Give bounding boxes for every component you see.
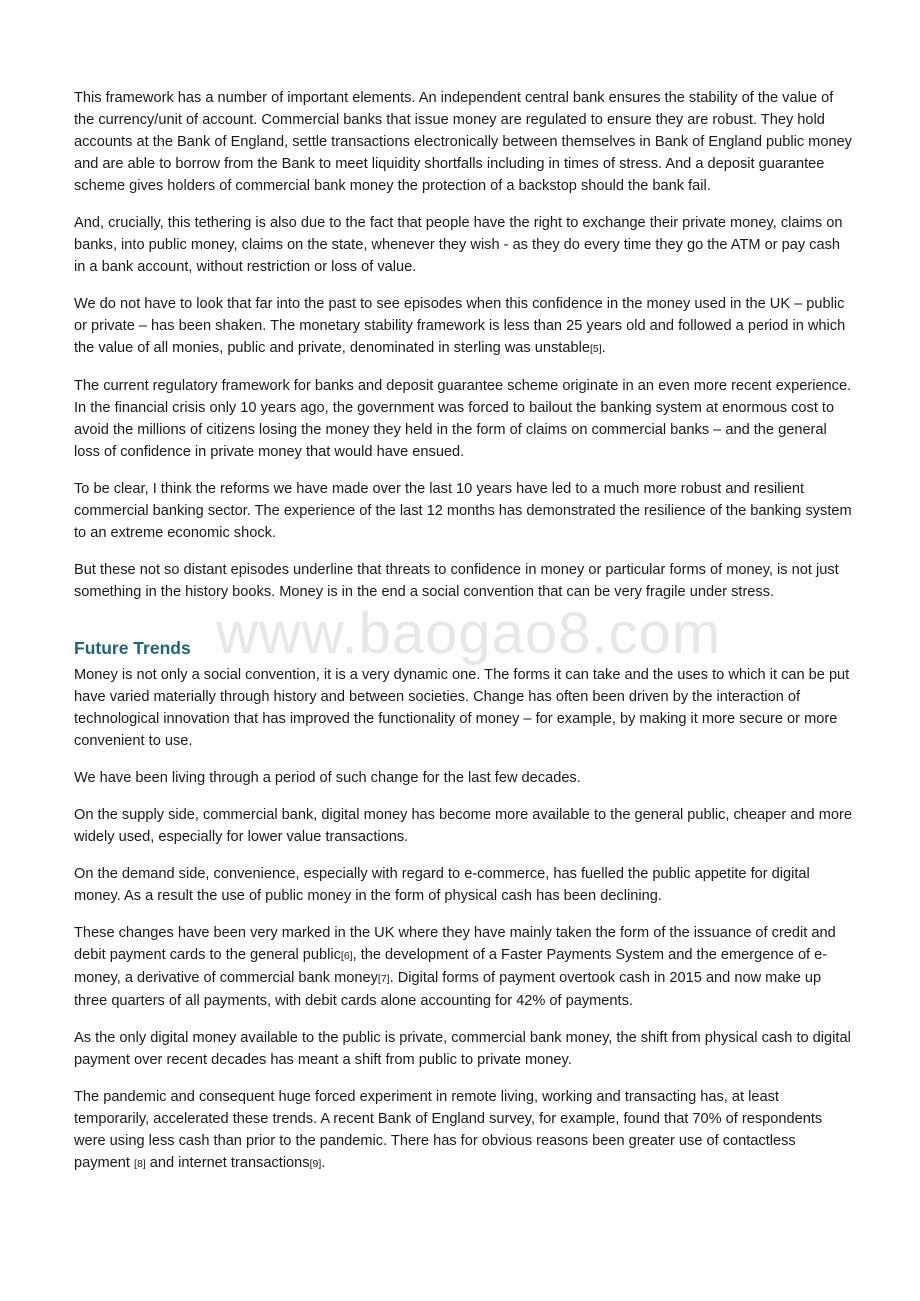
paragraph bbox=[74, 293, 852, 360]
paragraph-text: We do not have to look that far into the past to see episodes when this confidence in the money used in the UK – public or private – has been shaken. The monetary stability framework is less than 25 years old and followed a period in which the value of all monies, public and private, denominated in sterling was unstable bbox=[74, 296, 846, 356]
paragraph-text: And, crucially, this tethering is also due to the fact that people have the right to exchange their private money, claims on banks, into public money, claims on the state, whenever they wish - as they do every time they go the ATM or pay cash in a bank account, without restriction or loss of value. bbox=[74, 215, 843, 275]
paragraph bbox=[74, 767, 852, 789]
section-heading: Future Trends bbox=[74, 638, 191, 658]
paragraph bbox=[74, 559, 852, 603]
paragraph-text: , the development of a Faster Payments System and the emergence of e-money, a derivative of commercial bank money bbox=[74, 947, 828, 986]
paragraph-text: These changes have been very marked in the UK where they have mainly taken the form of the issuance of credit and debit payment cards to the general public bbox=[74, 925, 836, 963]
paragraph-text: On the demand side, convenience, especially with regard to e-commerce, has fuelled the public appetite for digital money. As a result the use of public money in the form of physical cash has been declining. bbox=[74, 866, 810, 904]
paragraph bbox=[74, 1027, 852, 1071]
paragraph-text: We have been living through a period of such change for the last few decades. bbox=[74, 770, 581, 786]
footnote-ref-link[interactable]: [6] bbox=[340, 950, 353, 962]
paragraph-text: . bbox=[321, 1155, 326, 1171]
paragraph-text: On the supply side, commercial bank, digital money has become more available to the general public, cheaper and more widely used, especially for lower value transactions. bbox=[74, 807, 852, 845]
paragraph-text: . Digital forms of payment overtook cash in 2015 and now make up three quarters of all payments, with debit cards alone accounting for 42% of payments. bbox=[74, 970, 822, 1009]
paragraph-text: This framework has a number of important elements. An independent central bank ensures the stability of the value of the currency/unit of account. Commercial banks that issue money are regulated to ensure they are robust. They hold accounts at the Bank of England, settle transactions electronically between themselves in Bank of England public money and are able to borrow from the Bank to meet liquidity shortfalls including in times of stress. And a deposit guarantee scheme gives holders of commercial bank money the protection of a backstop should the bank fail. bbox=[74, 90, 852, 194]
footnote-ref-link[interactable]: [9] bbox=[309, 1158, 322, 1170]
paragraph bbox=[74, 804, 852, 848]
paragraph bbox=[74, 922, 852, 1012]
document-body bbox=[74, 87, 852, 1190]
paragraph bbox=[74, 375, 852, 463]
watermark: www.baogao8.com bbox=[216, 601, 722, 666]
paragraph bbox=[74, 1086, 852, 1175]
paragraph-text: The pandemic and consequent huge forced experiment in remote living, working and transacting has, at least temporarily, accelerated these trends. A recent Bank of England survey, for example, found that 70% of respondents were using less cash than prior to the pandemic. There has for obvious reasons been greater use of contactless payment bbox=[74, 1089, 823, 1171]
footnote-ref-link[interactable]: [8] bbox=[134, 1158, 146, 1170]
paragraph bbox=[74, 87, 852, 197]
paragraph-text: The current regulatory framework for banks and deposit guarantee scheme originate in an even more recent experience. In the financial crisis only 10 years ago, the government was forced to bailout the banking system at enormous cost to avoid the millions of citizens losing the money they held in the form of claims on commercial banks – and the general loss of confidence in private money that would have ensued. bbox=[74, 378, 852, 460]
paragraph bbox=[74, 863, 852, 907]
paragraph-text: and internet transactions bbox=[145, 1155, 310, 1171]
footnote-ref-link[interactable]: [5] bbox=[589, 343, 602, 355]
paragraph bbox=[74, 478, 852, 544]
footnote-ref-link[interactable]: [7] bbox=[377, 973, 390, 985]
paragraph-text: Money is not only a social convention, it is a very dynamic one. The forms it can take and the uses to which it can be put have varied materially through history and between societies. Change has often been driven by the interaction of technological innovation that has improved the functionality of money – for example, by making it more secure or more convenient to use. bbox=[74, 667, 850, 749]
paragraph bbox=[74, 212, 852, 278]
paragraph-text: As the only digital money available to the public is private, commercial bank money, the shift from physical cash to digital payment over recent decades has meant a shift from public to private money. bbox=[74, 1030, 851, 1068]
paragraph-text-tail: . bbox=[601, 340, 606, 356]
paragraph-text: But these not so distant episodes underline that threats to confidence in money or particular forms of money, is not just something in the history books. Money is in the end a social convention that can be very fragile under stress. bbox=[74, 562, 839, 600]
paragraph bbox=[74, 664, 852, 752]
paragraph-text: To be clear, I think the reforms we have made over the last 10 years have led to a much more robust and resilient commercial banking sector. The experience of the last 12 months has demonstrated the resilience of the banking system to an extreme economic shock. bbox=[74, 481, 852, 541]
